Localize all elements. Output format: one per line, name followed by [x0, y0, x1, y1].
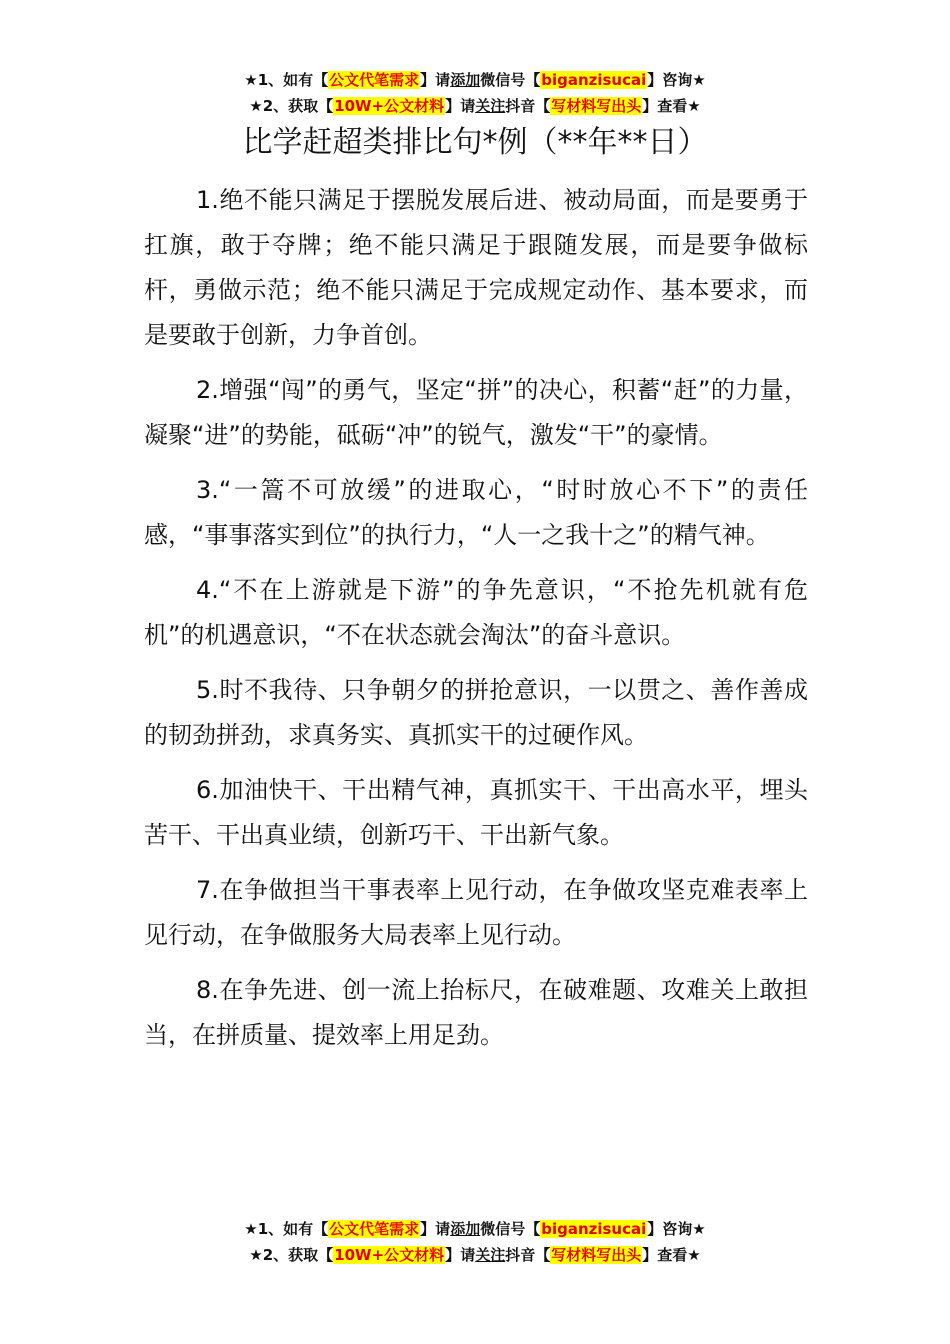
ad-text: 】查看★ — [642, 1246, 701, 1264]
ad-emphasis: 添加 — [450, 71, 481, 89]
ad-text: 抖音【 — [505, 97, 551, 115]
ad-highlight-materials: 10W+公文材料 — [334, 1246, 445, 1264]
ad-text: 】咨询★ — [647, 71, 706, 89]
ad-highlight-service: 公文代笔需求 — [329, 1220, 420, 1238]
ad-text: ★2、获取【 — [249, 1246, 334, 1264]
ad-highlight-wechat: biganzisucai — [541, 71, 647, 89]
paragraph-3: 3.“一篙不可放缓”的进取心，“时时放心不下”的责任感，“事事落实到位”的执行力，“人一之我十之”的精气神。 — [144, 476, 808, 549]
ad-text: 微信号【 — [480, 1220, 541, 1238]
paragraph-1: 1.绝不能只满足于摆脱发展后进、被动局面，而是要勇于扛旗，敢于夺牌；绝不能只满足于跟随发展，而是要争做标杆，勇做示范；绝不能只满足于完成规定动作、基本要求，而是要敢于创新，力争首创。 — [144, 186, 808, 349]
ad-highlight-douyin: 写材料写出头 — [551, 97, 642, 115]
ad-text: 】请 — [445, 97, 476, 115]
ad-line-2 — [0, 1242, 950, 1268]
paragraph-6: 6.加油快干、干出精气神，真抓实干、干出高水平，埋头苦干、干出真业绩，创新巧干、干出新气象。 — [144, 776, 808, 849]
ad-text: 】咨询★ — [647, 1220, 706, 1238]
ad-highlight-service: 公文代笔需求 — [329, 71, 420, 89]
paragraph-4: 4.“不在上游就是下游”的争先意识，“不抢先机就有危机”的机遇意识，“不在状态就会淘汰”的奋斗意识。 — [144, 576, 808, 649]
document-title: 比学赶超类排比句*例（**年**日） — [242, 125, 708, 160]
ad-line-2 — [0, 93, 950, 119]
paragraph-7: 7.在争做担当干事表率上见行动，在争做攻坚克难表率上见行动，在争做服务大局表率上见行动。 — [144, 876, 808, 949]
ad-text: 】查看★ — [642, 97, 701, 115]
ad-text: 微信号【 — [480, 71, 541, 89]
ad-highlight-materials: 10W+公文材料 — [334, 97, 445, 115]
header-ad — [0, 67, 950, 119]
ad-text: 】请 — [445, 1246, 476, 1264]
ad-line-1 — [0, 1216, 950, 1242]
ad-text: ★1、如有【 — [244, 1220, 329, 1238]
footer-ad — [0, 1216, 950, 1268]
ad-line-1 — [0, 67, 950, 93]
ad-text: ★1、如有【 — [244, 71, 329, 89]
ad-emphasis: 关注 — [475, 97, 506, 115]
ad-emphasis: 关注 — [475, 1246, 506, 1264]
paragraph-5: 5.时不我待、只争朝夕的拼抢意识，一以贯之、善作善成的韧劲拼劲，求真务实、真抓实干的过硬作风。 — [144, 676, 808, 749]
ad-highlight-douyin: 写材料写出头 — [551, 1246, 642, 1264]
document-body — [144, 178, 808, 1068]
paragraph-2: 2.增强“闯”的勇气，坚定“拼”的决心，积蓄“赶”的力量，凝聚“进”的势能，砥砺“冲”的锐气，激发“干”的豪情。 — [144, 376, 808, 449]
ad-text: 】请 — [420, 71, 451, 89]
ad-text: ★2、获取【 — [249, 97, 334, 115]
ad-highlight-wechat: biganzisucai — [541, 1220, 647, 1238]
ad-text: 抖音【 — [505, 1246, 551, 1264]
ad-text: 】请 — [420, 1220, 451, 1238]
ad-emphasis: 添加 — [450, 1220, 481, 1238]
paragraph-8: 8.在争先进、创一流上抬标尺，在破难题、攻难关上敢担当，在拼质量、提效率上用足劲。 — [144, 976, 808, 1049]
